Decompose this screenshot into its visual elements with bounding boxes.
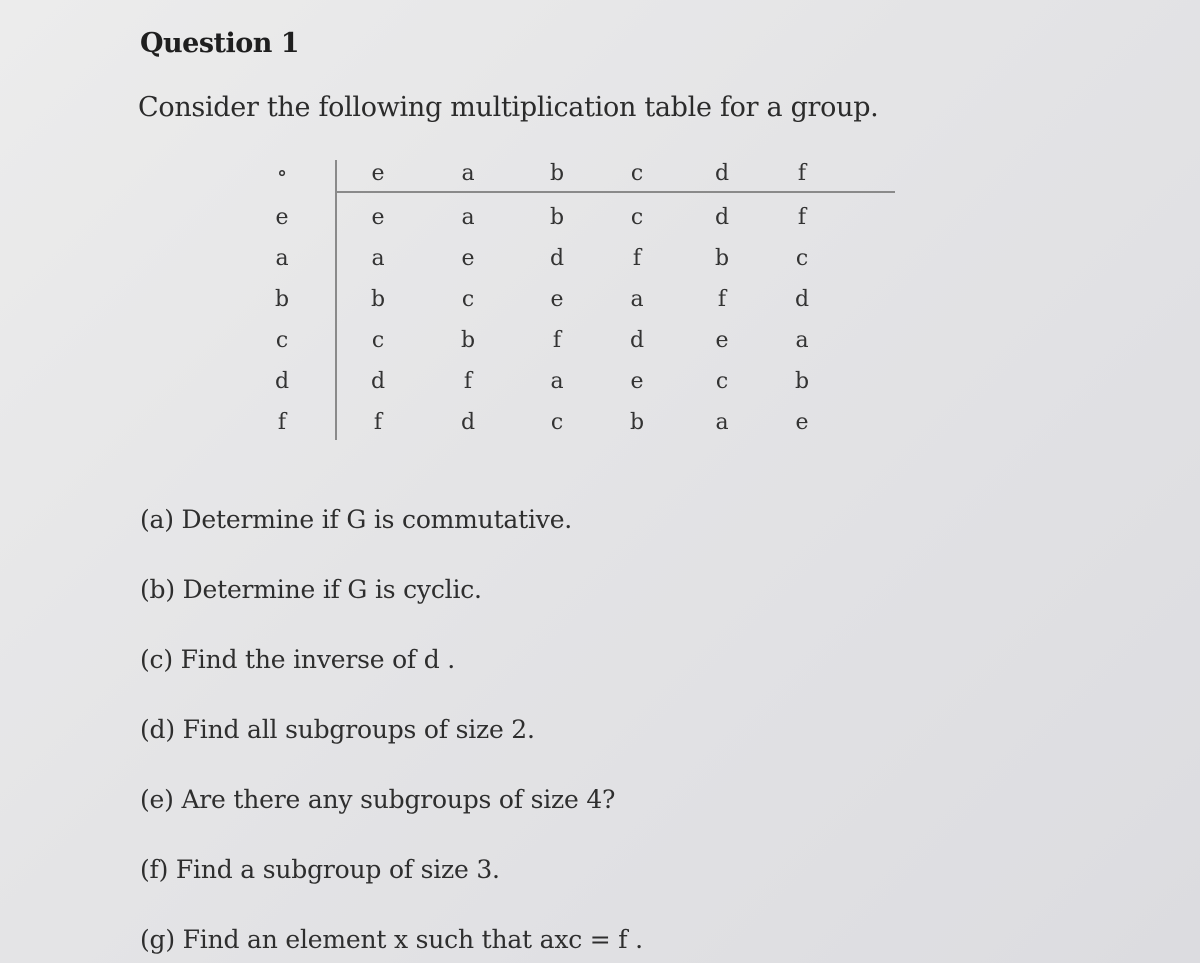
table-cell: b xyxy=(714,246,730,271)
table-operation-symbol: ∘ xyxy=(276,161,288,186)
table-cell: e xyxy=(550,287,564,312)
table-cell: c xyxy=(550,410,564,435)
table-cell: b xyxy=(794,369,810,394)
question-a: (a) Determine if G is commutative. xyxy=(140,505,573,534)
intro-text: Consider the following multiplication table for a group. xyxy=(138,92,879,123)
table-cell: b xyxy=(549,205,565,230)
question-g: (g) Find an element x such that axc = f . xyxy=(140,925,643,954)
table-column-header: e xyxy=(371,161,385,186)
table-cell: b xyxy=(370,287,386,312)
table-cell: d xyxy=(714,205,730,230)
table-cell: f xyxy=(552,328,562,353)
table-cell: d xyxy=(629,328,645,353)
table-row-header: e xyxy=(275,205,289,230)
table-cell: e xyxy=(371,205,385,230)
table-cell: e xyxy=(795,410,809,435)
table-cell: c xyxy=(371,328,385,353)
table-cell: a xyxy=(795,328,809,353)
table-cell: e xyxy=(715,328,729,353)
question-c: (c) Find the inverse of d . xyxy=(140,645,456,674)
table-cell: c xyxy=(461,287,475,312)
question-title: Question 1 xyxy=(140,28,300,59)
table-cell: a xyxy=(630,287,644,312)
table-row-header: b xyxy=(274,287,290,312)
table-cell: a xyxy=(715,410,729,435)
table-cell: d xyxy=(549,246,565,271)
table-header-rule xyxy=(335,191,895,193)
table-cell: a xyxy=(550,369,564,394)
table-cell: c xyxy=(795,246,809,271)
question-e: (e) Are there any subgroups of size 4? xyxy=(140,785,616,814)
table-column-header: a xyxy=(461,161,475,186)
table-cell: f xyxy=(632,246,642,271)
table-row-header: c xyxy=(275,328,289,353)
table-row-header: a xyxy=(275,246,289,271)
table-cell: f xyxy=(717,287,727,312)
table-cell: f xyxy=(797,205,807,230)
table-cell: a xyxy=(461,205,475,230)
table-row-header: d xyxy=(274,369,290,394)
table-cell: e xyxy=(461,246,475,271)
table-column-header: d xyxy=(714,161,730,186)
question-d: (d) Find all subgroups of size 2. xyxy=(140,715,535,744)
table-column-header: f xyxy=(797,161,807,186)
table-label-rule xyxy=(335,160,337,440)
table-cell: c xyxy=(630,205,644,230)
table-cell: e xyxy=(630,369,644,394)
table-cell: d xyxy=(370,369,386,394)
table-cell: b xyxy=(629,410,645,435)
table-cell: f xyxy=(463,369,473,394)
cayley-table xyxy=(240,155,860,440)
question-b: (b) Determine if G is cyclic. xyxy=(140,575,482,604)
table-column-header: c xyxy=(630,161,644,186)
table-cell: b xyxy=(460,328,476,353)
table-row-header: f xyxy=(277,410,287,435)
table-column-header: b xyxy=(549,161,565,186)
table-cell: c xyxy=(715,369,729,394)
question-f: (f) Find a subgroup of size 3. xyxy=(140,855,500,884)
table-cell: a xyxy=(371,246,385,271)
table-cell: d xyxy=(794,287,810,312)
table-cell: d xyxy=(460,410,476,435)
table-cell: f xyxy=(373,410,383,435)
